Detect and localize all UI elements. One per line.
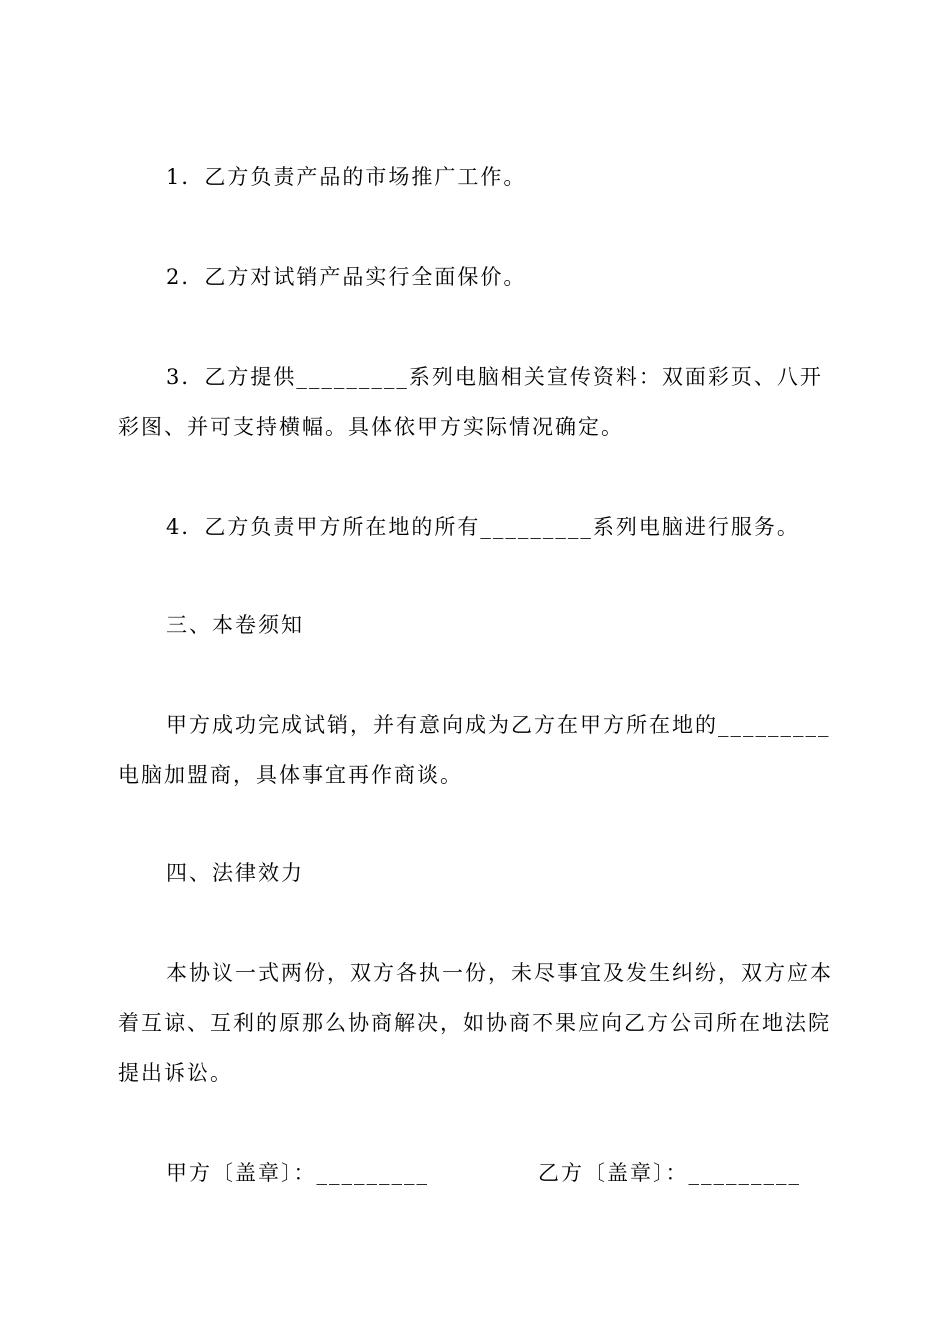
clause-3: 3．乙方提供_________系列电脑相关宣传资料：双面彩页、八开彩图、并可支持横幅。具体依甲方实际情况确定。 xyxy=(118,365,823,439)
notes-paragraph: 甲方成功完成试销，并有意向成为乙方在甲方所在地的_________电脑加盟商，具体事宜再作商谈。 xyxy=(118,713,831,787)
clause-1: 1．乙方负责产品的市场推广工作。 xyxy=(166,165,527,189)
legal-paragraph: 本协议一式两份，双方各执一份，未尽事宜及发生纠纷，双方应本着互谅、互利的原那么协商解决，如协商不果应向乙方公司所在地法院提出诉讼。 xyxy=(118,961,833,1085)
clause-4: 4．乙方负责甲方所在地的所有_________系列电脑进行服务。 xyxy=(166,515,800,539)
clause-2: 2．乙方对试销产品实行全面保价。 xyxy=(166,265,527,289)
party-b-signature: 乙方〔盖章〕：_________ xyxy=(538,1161,801,1185)
section-heading-legal: 四、法律效力 xyxy=(166,861,304,885)
section-heading-notes: 三、本卷须知 xyxy=(166,613,304,637)
party-a-signature: 甲方〔盖章〕：_________ xyxy=(166,1161,429,1185)
